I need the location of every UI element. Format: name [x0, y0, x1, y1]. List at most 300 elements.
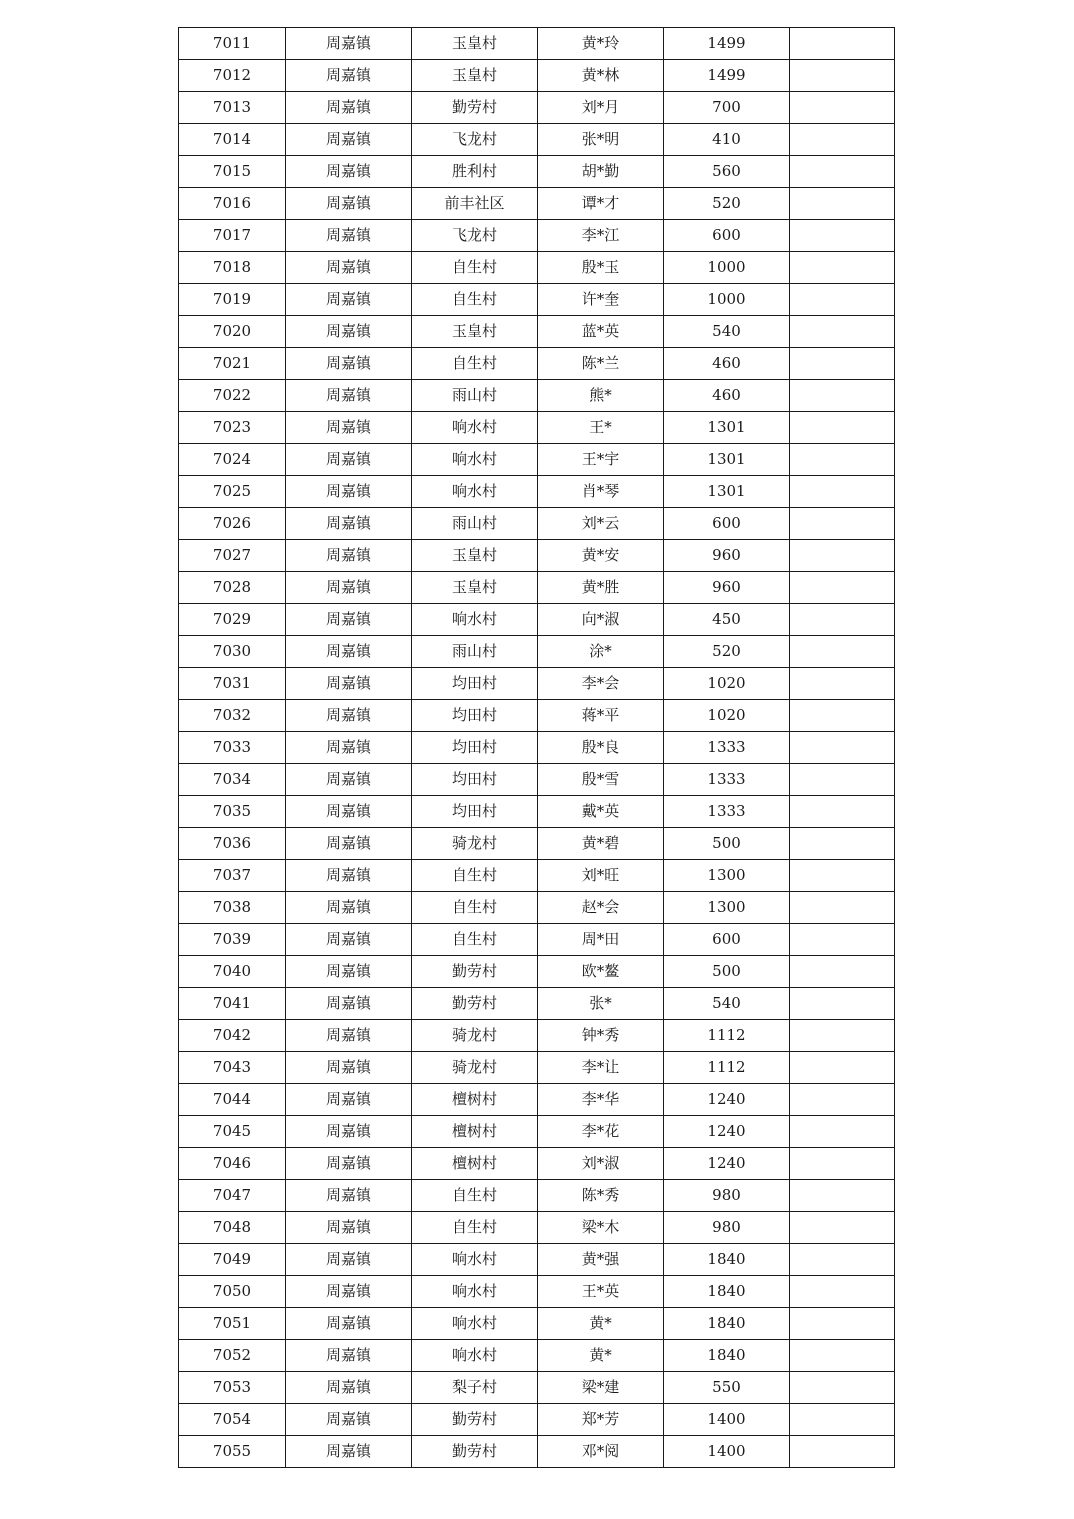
town-cell: 周嘉镇	[286, 604, 412, 636]
row-number-cell: 7042	[179, 1020, 286, 1052]
name-cell: 戴*英	[538, 796, 664, 828]
village-cell: 玉皇村	[412, 572, 538, 604]
village-cell: 勤劳村	[412, 92, 538, 124]
remark-cell	[790, 764, 895, 796]
remark-cell	[790, 188, 895, 220]
remark-cell	[790, 1148, 895, 1180]
amount-cell: 1240	[664, 1116, 790, 1148]
amount-cell: 520	[664, 636, 790, 668]
row-number-cell: 7022	[179, 380, 286, 412]
town-cell: 周嘉镇	[286, 1212, 412, 1244]
town-cell: 周嘉镇	[286, 1244, 412, 1276]
name-cell: 欧*鳌	[538, 956, 664, 988]
remark-cell	[790, 1372, 895, 1404]
village-cell: 梨子村	[412, 1372, 538, 1404]
remark-cell	[790, 1084, 895, 1116]
table-row	[179, 668, 895, 700]
row-number-cell: 7035	[179, 796, 286, 828]
name-cell: 梁*木	[538, 1212, 664, 1244]
table-row	[179, 1340, 895, 1372]
amount-cell: 1301	[664, 444, 790, 476]
town-cell: 周嘉镇	[286, 860, 412, 892]
town-cell: 周嘉镇	[286, 540, 412, 572]
amount-cell: 410	[664, 124, 790, 156]
row-number-cell: 7015	[179, 156, 286, 188]
town-cell: 周嘉镇	[286, 924, 412, 956]
name-cell: 梁*建	[538, 1372, 664, 1404]
row-number-cell: 7034	[179, 764, 286, 796]
name-cell: 黄*胜	[538, 572, 664, 604]
name-cell: 胡*勤	[538, 156, 664, 188]
name-cell: 李*花	[538, 1116, 664, 1148]
remark-cell	[790, 1244, 895, 1276]
name-cell: 黄*	[538, 1308, 664, 1340]
table-row	[179, 828, 895, 860]
amount-cell: 1400	[664, 1436, 790, 1468]
town-cell: 周嘉镇	[286, 1404, 412, 1436]
town-cell: 周嘉镇	[286, 476, 412, 508]
remark-cell	[790, 1052, 895, 1084]
table-row	[179, 1244, 895, 1276]
remark-cell	[790, 1212, 895, 1244]
name-cell: 黄*玲	[538, 28, 664, 60]
village-cell: 均田村	[412, 700, 538, 732]
remark-cell	[790, 60, 895, 92]
name-cell: 刘*淑	[538, 1148, 664, 1180]
row-number-cell: 7039	[179, 924, 286, 956]
village-cell: 飞龙村	[412, 124, 538, 156]
remark-cell	[790, 1276, 895, 1308]
town-cell: 周嘉镇	[286, 348, 412, 380]
remark-cell	[790, 124, 895, 156]
amount-cell: 460	[664, 380, 790, 412]
village-cell: 自生村	[412, 860, 538, 892]
town-cell: 周嘉镇	[286, 28, 412, 60]
table-row	[179, 60, 895, 92]
amount-cell: 1333	[664, 764, 790, 796]
town-cell: 周嘉镇	[286, 796, 412, 828]
name-cell: 陈*秀	[538, 1180, 664, 1212]
table-row	[179, 188, 895, 220]
village-cell: 勤劳村	[412, 988, 538, 1020]
name-cell: 刘*月	[538, 92, 664, 124]
village-cell: 响水村	[412, 476, 538, 508]
town-cell: 周嘉镇	[286, 92, 412, 124]
name-cell: 殷*雪	[538, 764, 664, 796]
amount-cell: 1333	[664, 796, 790, 828]
name-cell: 李*让	[538, 1052, 664, 1084]
name-cell: 刘*云	[538, 508, 664, 540]
amount-cell: 960	[664, 572, 790, 604]
town-cell: 周嘉镇	[286, 252, 412, 284]
table-row	[179, 28, 895, 60]
table-row	[179, 1308, 895, 1340]
amount-cell: 500	[664, 828, 790, 860]
remark-cell	[790, 636, 895, 668]
amount-cell: 500	[664, 956, 790, 988]
remark-cell	[790, 988, 895, 1020]
village-cell: 骑龙村	[412, 1020, 538, 1052]
name-cell: 涂*	[538, 636, 664, 668]
village-cell: 自生村	[412, 348, 538, 380]
table-row	[179, 92, 895, 124]
amount-cell: 600	[664, 508, 790, 540]
name-cell: 李*华	[538, 1084, 664, 1116]
amount-cell: 1300	[664, 860, 790, 892]
name-cell: 周*田	[538, 924, 664, 956]
amount-cell: 560	[664, 156, 790, 188]
amount-cell: 1840	[664, 1244, 790, 1276]
amount-cell: 1020	[664, 700, 790, 732]
remark-cell	[790, 604, 895, 636]
table-row	[179, 764, 895, 796]
row-number-cell: 7050	[179, 1276, 286, 1308]
town-cell: 周嘉镇	[286, 1372, 412, 1404]
row-number-cell: 7014	[179, 124, 286, 156]
amount-cell: 980	[664, 1212, 790, 1244]
table-row	[179, 1404, 895, 1436]
town-cell: 周嘉镇	[286, 60, 412, 92]
row-number-cell: 7029	[179, 604, 286, 636]
remark-cell	[790, 348, 895, 380]
name-cell: 蓝*英	[538, 316, 664, 348]
remark-cell	[790, 828, 895, 860]
amount-cell: 600	[664, 220, 790, 252]
name-cell: 黄*林	[538, 60, 664, 92]
table-row	[179, 732, 895, 764]
row-number-cell: 7040	[179, 956, 286, 988]
village-cell: 响水村	[412, 1276, 538, 1308]
village-cell: 响水村	[412, 444, 538, 476]
row-number-cell: 7037	[179, 860, 286, 892]
amount-cell: 520	[664, 188, 790, 220]
village-cell: 玉皇村	[412, 28, 538, 60]
name-cell: 殷*玉	[538, 252, 664, 284]
remark-cell	[790, 220, 895, 252]
remark-cell	[790, 732, 895, 764]
amount-cell: 700	[664, 92, 790, 124]
remark-cell	[790, 860, 895, 892]
remark-cell	[790, 380, 895, 412]
town-cell: 周嘉镇	[286, 1180, 412, 1212]
town-cell: 周嘉镇	[286, 412, 412, 444]
amount-cell: 1240	[664, 1084, 790, 1116]
remark-cell	[790, 444, 895, 476]
town-cell: 周嘉镇	[286, 1436, 412, 1468]
amount-cell: 1840	[664, 1276, 790, 1308]
town-cell: 周嘉镇	[286, 284, 412, 316]
row-number-cell: 7013	[179, 92, 286, 124]
amount-cell: 460	[664, 348, 790, 380]
roster-table	[178, 27, 895, 1468]
name-cell: 赵*会	[538, 892, 664, 924]
table-row	[179, 892, 895, 924]
town-cell: 周嘉镇	[286, 1084, 412, 1116]
village-cell: 玉皇村	[412, 60, 538, 92]
row-number-cell: 7051	[179, 1308, 286, 1340]
name-cell: 郑*芳	[538, 1404, 664, 1436]
amount-cell: 1840	[664, 1340, 790, 1372]
village-cell: 均田村	[412, 796, 538, 828]
remark-cell	[790, 796, 895, 828]
amount-cell: 1000	[664, 284, 790, 316]
table-row	[179, 604, 895, 636]
village-cell: 响水村	[412, 1244, 538, 1276]
town-cell: 周嘉镇	[286, 1276, 412, 1308]
name-cell: 王*宇	[538, 444, 664, 476]
village-cell: 勤劳村	[412, 1404, 538, 1436]
amount-cell: 1000	[664, 252, 790, 284]
row-number-cell: 7018	[179, 252, 286, 284]
remark-cell	[790, 700, 895, 732]
amount-cell: 1240	[664, 1148, 790, 1180]
row-number-cell: 7048	[179, 1212, 286, 1244]
village-cell: 前丰社区	[412, 188, 538, 220]
remark-cell	[790, 668, 895, 700]
amount-cell: 1112	[664, 1052, 790, 1084]
row-number-cell: 7016	[179, 188, 286, 220]
remark-cell	[790, 1436, 895, 1468]
table-row	[179, 1148, 895, 1180]
village-cell: 勤劳村	[412, 956, 538, 988]
town-cell: 周嘉镇	[286, 1340, 412, 1372]
remark-cell	[790, 892, 895, 924]
amount-cell: 1020	[664, 668, 790, 700]
name-cell: 钟*秀	[538, 1020, 664, 1052]
name-cell: 肖*琴	[538, 476, 664, 508]
name-cell: 王*英	[538, 1276, 664, 1308]
table-row	[179, 412, 895, 444]
table-row	[179, 284, 895, 316]
row-number-cell: 7030	[179, 636, 286, 668]
remark-cell	[790, 1340, 895, 1372]
name-cell: 黄*强	[538, 1244, 664, 1276]
village-cell: 自生村	[412, 1180, 538, 1212]
row-number-cell: 7021	[179, 348, 286, 380]
amount-cell: 450	[664, 604, 790, 636]
town-cell: 周嘉镇	[286, 444, 412, 476]
remark-cell	[790, 28, 895, 60]
row-number-cell: 7024	[179, 444, 286, 476]
town-cell: 周嘉镇	[286, 828, 412, 860]
remark-cell	[790, 156, 895, 188]
town-cell: 周嘉镇	[286, 956, 412, 988]
town-cell: 周嘉镇	[286, 1148, 412, 1180]
table-row	[179, 1436, 895, 1468]
amount-cell: 1400	[664, 1404, 790, 1436]
village-cell: 檀树村	[412, 1084, 538, 1116]
row-number-cell: 7031	[179, 668, 286, 700]
roster-table-body	[179, 28, 895, 1468]
town-cell: 周嘉镇	[286, 668, 412, 700]
row-number-cell: 7020	[179, 316, 286, 348]
remark-cell	[790, 1180, 895, 1212]
remark-cell	[790, 92, 895, 124]
table-row	[179, 348, 895, 380]
remark-cell	[790, 924, 895, 956]
table-row	[179, 1084, 895, 1116]
town-cell: 周嘉镇	[286, 1052, 412, 1084]
town-cell: 周嘉镇	[286, 380, 412, 412]
amount-cell: 1301	[664, 412, 790, 444]
village-cell: 自生村	[412, 252, 538, 284]
remark-cell	[790, 252, 895, 284]
row-number-cell: 7052	[179, 1340, 286, 1372]
remark-cell	[790, 1404, 895, 1436]
row-number-cell: 7017	[179, 220, 286, 252]
table-row	[179, 220, 895, 252]
town-cell: 周嘉镇	[286, 572, 412, 604]
table-row	[179, 316, 895, 348]
village-cell: 玉皇村	[412, 540, 538, 572]
town-cell: 周嘉镇	[286, 508, 412, 540]
town-cell: 周嘉镇	[286, 636, 412, 668]
remark-cell	[790, 956, 895, 988]
remark-cell	[790, 1020, 895, 1052]
town-cell: 周嘉镇	[286, 732, 412, 764]
village-cell: 雨山村	[412, 380, 538, 412]
row-number-cell: 7053	[179, 1372, 286, 1404]
table-row	[179, 572, 895, 604]
remark-cell	[790, 540, 895, 572]
town-cell: 周嘉镇	[286, 1020, 412, 1052]
remark-cell	[790, 284, 895, 316]
town-cell: 周嘉镇	[286, 124, 412, 156]
table-row	[179, 924, 895, 956]
row-number-cell: 7055	[179, 1436, 286, 1468]
table-row	[179, 636, 895, 668]
table-row	[179, 380, 895, 412]
name-cell: 张*明	[538, 124, 664, 156]
row-number-cell: 7047	[179, 1180, 286, 1212]
row-number-cell: 7026	[179, 508, 286, 540]
amount-cell: 1840	[664, 1308, 790, 1340]
amount-cell: 540	[664, 316, 790, 348]
table-row	[179, 540, 895, 572]
row-number-cell: 7028	[179, 572, 286, 604]
table-row	[179, 700, 895, 732]
town-cell: 周嘉镇	[286, 764, 412, 796]
remark-cell	[790, 1308, 895, 1340]
row-number-cell: 7032	[179, 700, 286, 732]
amount-cell: 1333	[664, 732, 790, 764]
village-cell: 檀树村	[412, 1148, 538, 1180]
row-number-cell: 7041	[179, 988, 286, 1020]
table-row	[179, 476, 895, 508]
town-cell: 周嘉镇	[286, 220, 412, 252]
remark-cell	[790, 1116, 895, 1148]
amount-cell: 550	[664, 1372, 790, 1404]
remark-cell	[790, 412, 895, 444]
name-cell: 邓*阅	[538, 1436, 664, 1468]
remark-cell	[790, 572, 895, 604]
name-cell: 李*会	[538, 668, 664, 700]
village-cell: 骑龙村	[412, 1052, 538, 1084]
table-row	[179, 956, 895, 988]
table-row	[179, 1212, 895, 1244]
table-row	[179, 1276, 895, 1308]
village-cell: 响水村	[412, 604, 538, 636]
name-cell: 熊*	[538, 380, 664, 412]
town-cell: 周嘉镇	[286, 1116, 412, 1148]
table-row	[179, 444, 895, 476]
table-row	[179, 124, 895, 156]
village-cell: 自生村	[412, 924, 538, 956]
remark-cell	[790, 316, 895, 348]
amount-cell: 1499	[664, 28, 790, 60]
town-cell: 周嘉镇	[286, 156, 412, 188]
table-row	[179, 1020, 895, 1052]
village-cell: 均田村	[412, 668, 538, 700]
name-cell: 向*淑	[538, 604, 664, 636]
row-number-cell: 7019	[179, 284, 286, 316]
amount-cell: 960	[664, 540, 790, 572]
village-cell: 响水村	[412, 1340, 538, 1372]
row-number-cell: 7044	[179, 1084, 286, 1116]
row-number-cell: 7045	[179, 1116, 286, 1148]
table-row	[179, 796, 895, 828]
amount-cell: 1112	[664, 1020, 790, 1052]
name-cell: 黄*安	[538, 540, 664, 572]
village-cell: 雨山村	[412, 636, 538, 668]
name-cell: 刘*旺	[538, 860, 664, 892]
name-cell: 殷*良	[538, 732, 664, 764]
table-row	[179, 252, 895, 284]
town-cell: 周嘉镇	[286, 700, 412, 732]
name-cell: 黄*碧	[538, 828, 664, 860]
row-number-cell: 7038	[179, 892, 286, 924]
row-number-cell: 7054	[179, 1404, 286, 1436]
table-row	[179, 1180, 895, 1212]
village-cell: 响水村	[412, 412, 538, 444]
village-cell: 勤劳村	[412, 1436, 538, 1468]
name-cell: 张*	[538, 988, 664, 1020]
table-row	[179, 508, 895, 540]
village-cell: 自生村	[412, 1212, 538, 1244]
table-row	[179, 1372, 895, 1404]
village-cell: 骑龙村	[412, 828, 538, 860]
row-number-cell: 7046	[179, 1148, 286, 1180]
amount-cell: 1499	[664, 60, 790, 92]
amount-cell: 540	[664, 988, 790, 1020]
village-cell: 飞龙村	[412, 220, 538, 252]
village-cell: 均田村	[412, 764, 538, 796]
name-cell: 蒋*平	[538, 700, 664, 732]
table-row	[179, 1052, 895, 1084]
village-cell: 自生村	[412, 284, 538, 316]
row-number-cell: 7049	[179, 1244, 286, 1276]
row-number-cell: 7043	[179, 1052, 286, 1084]
row-number-cell: 7011	[179, 28, 286, 60]
remark-cell	[790, 476, 895, 508]
town-cell: 周嘉镇	[286, 1308, 412, 1340]
row-number-cell: 7025	[179, 476, 286, 508]
village-cell: 自生村	[412, 892, 538, 924]
amount-cell: 600	[664, 924, 790, 956]
table-row	[179, 860, 895, 892]
name-cell: 黄*	[538, 1340, 664, 1372]
row-number-cell: 7027	[179, 540, 286, 572]
village-cell: 胜利村	[412, 156, 538, 188]
row-number-cell: 7033	[179, 732, 286, 764]
town-cell: 周嘉镇	[286, 892, 412, 924]
amount-cell: 1300	[664, 892, 790, 924]
name-cell: 陈*兰	[538, 348, 664, 380]
table-row	[179, 156, 895, 188]
village-cell: 玉皇村	[412, 316, 538, 348]
village-cell: 檀树村	[412, 1116, 538, 1148]
town-cell: 周嘉镇	[286, 316, 412, 348]
